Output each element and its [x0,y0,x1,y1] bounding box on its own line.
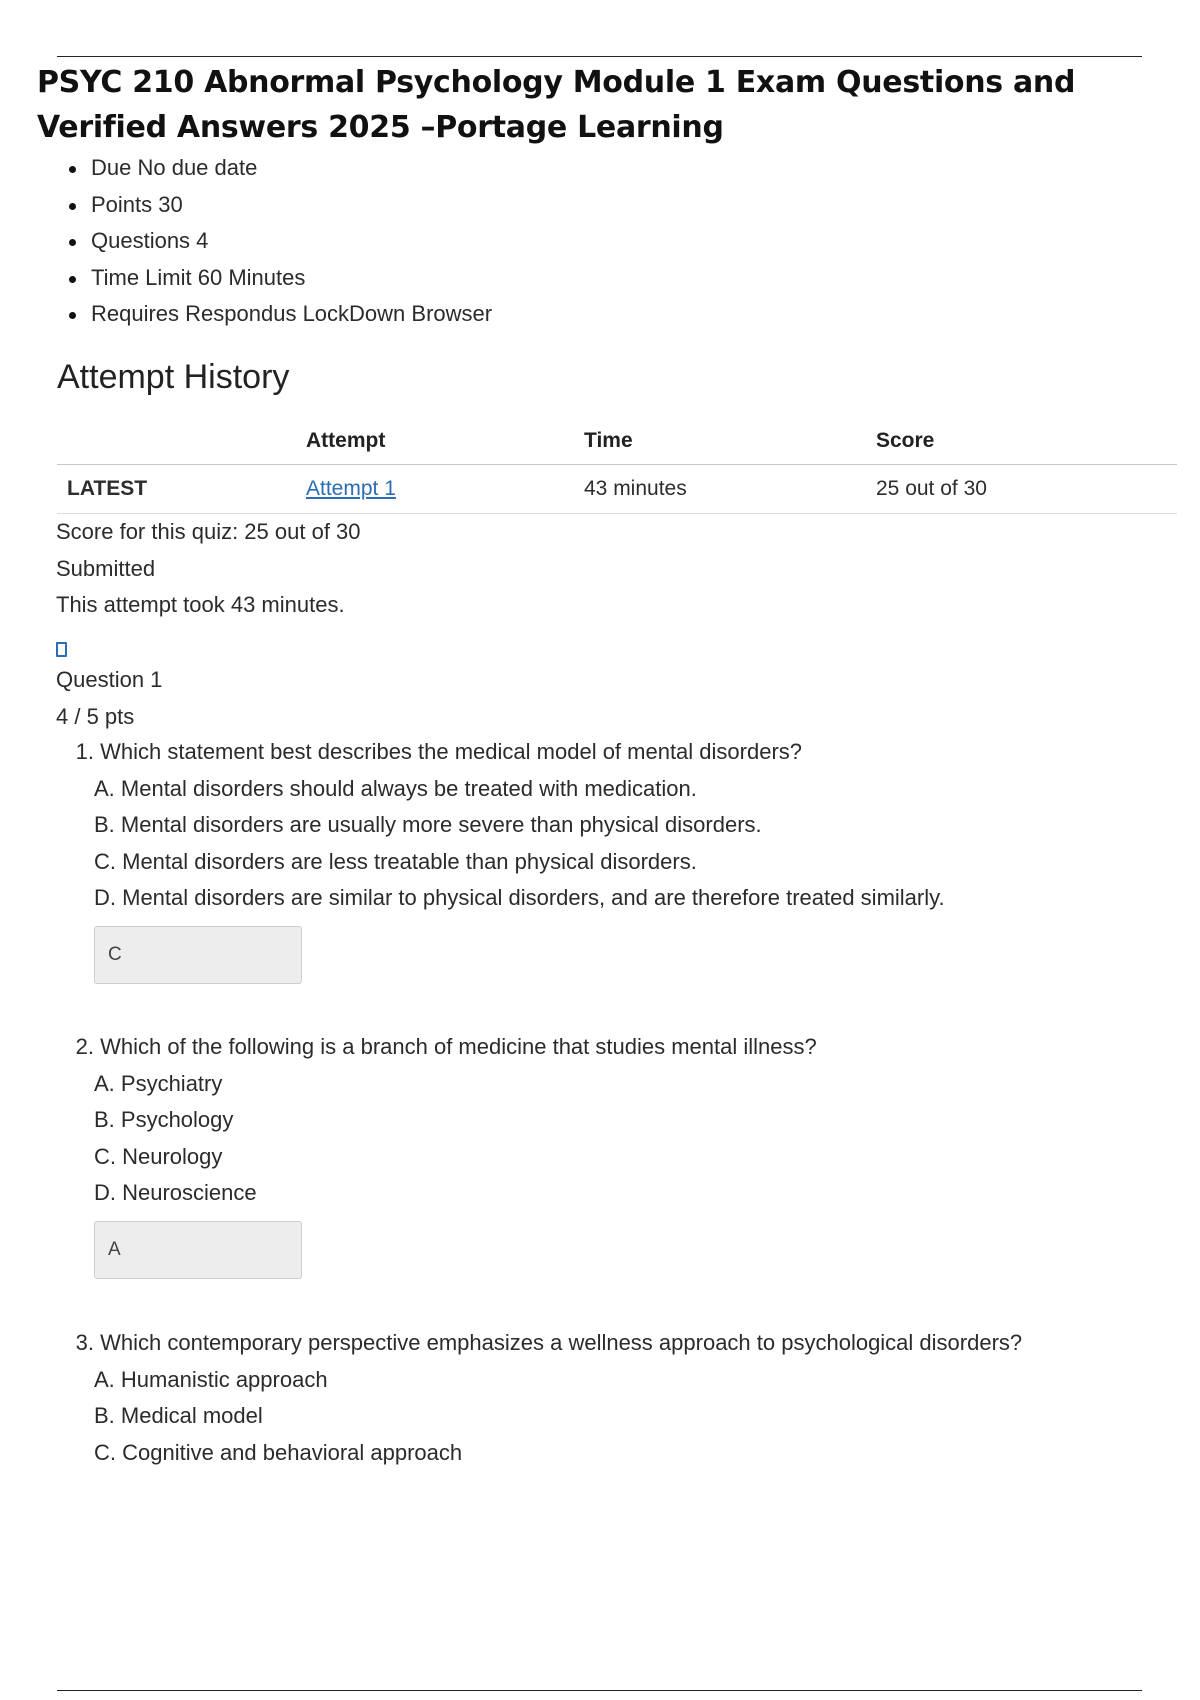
question-number: 1. [75,739,94,764]
time-cell: 43 minutes [584,465,876,514]
submitted-status: Submitted [56,555,156,581]
question-text: Which of the following is a branch of medicine that studies mental illness? [100,1034,817,1059]
meta-questions: Questions 4 [60,223,492,260]
score-cell: 25 out of 30 [876,465,1177,514]
attempt-1-link[interactable]: Attempt 1 [306,477,396,500]
meta-points: Points 30 [60,187,492,224]
flag-question-icon[interactable] [56,642,67,657]
question-points: 4 / 5 pts [56,703,135,729]
option-a: A. Psychiatry [94,1070,223,1096]
option-a: A. Humanistic approach [94,1366,328,1392]
document-title: PSYC 210 Abnormal Psychology Module 1 Exam Questions and Verified Answers 2025 –Portage Learning [37,65,1076,145]
option-c: C. Mental disorders are less treatable than physical disorders. [94,848,697,874]
top-rule [57,56,1142,57]
attempt-cell [306,465,584,514]
question-label: Question 1 [56,667,163,692]
question-text: Which contemporary perspective emphasizes a wellness approach to psychological disorders? [100,1330,1023,1355]
option-d: D. Neuroscience [94,1180,257,1205]
score-line: Score for this quiz: 25 out of 30 [56,519,361,544]
duration-line: This attempt took 43 minutes. [56,592,345,617]
question-header [56,662,162,735]
table-row [57,465,1177,514]
answer-field[interactable]: A [94,1221,302,1279]
question-stem [60,734,1160,771]
table-header-row [57,418,1177,465]
latest-tag: LATEST [57,465,306,514]
question-number: 3. [75,1330,94,1355]
question-text: Which statement best describes the medical model of mental disorders? [100,739,803,764]
option-b: B. Psychology [94,1107,234,1132]
answer-options [60,771,1160,917]
question-3 [60,1325,1160,1471]
answer-field[interactable]: C [94,926,302,984]
quiz-summary [56,514,361,624]
meta-due: Due No due date [60,150,492,187]
attempt-history-heading: Attempt History [57,358,290,396]
question-1 [60,734,1160,984]
meta-lockdown: Requires Respondus LockDown Browser [60,296,492,333]
column-header-attempt: Attempt [306,418,584,465]
option-a: A. Mental disorders should always be treated with medication. [94,775,697,801]
option-b: B. Mental disorders are usually more severe than physical disorders. [94,812,762,837]
option-d: D. Mental disorders are similar to physical disorders, and are therefore treated similarly. [94,885,945,910]
meta-time-limit: Time Limit 60 Minutes [60,260,492,297]
bottom-rule [57,1690,1142,1691]
question-number: 2. [75,1034,94,1059]
option-c: C. Cognitive and behavioral approach [94,1439,463,1465]
answer-options [60,1066,1160,1212]
attempt-history-table [57,418,1177,514]
question-stem [60,1029,1160,1066]
question-2 [60,1029,1160,1279]
column-header-time: Time [584,418,876,465]
option-c: C. Neurology [94,1143,223,1169]
quiz-meta-list [60,150,492,333]
answer-options [60,1362,1160,1472]
column-header-tag [57,418,306,465]
option-b: B. Medical model [94,1403,263,1428]
question-stem [60,1325,1160,1362]
column-header-score: Score [876,418,1177,465]
